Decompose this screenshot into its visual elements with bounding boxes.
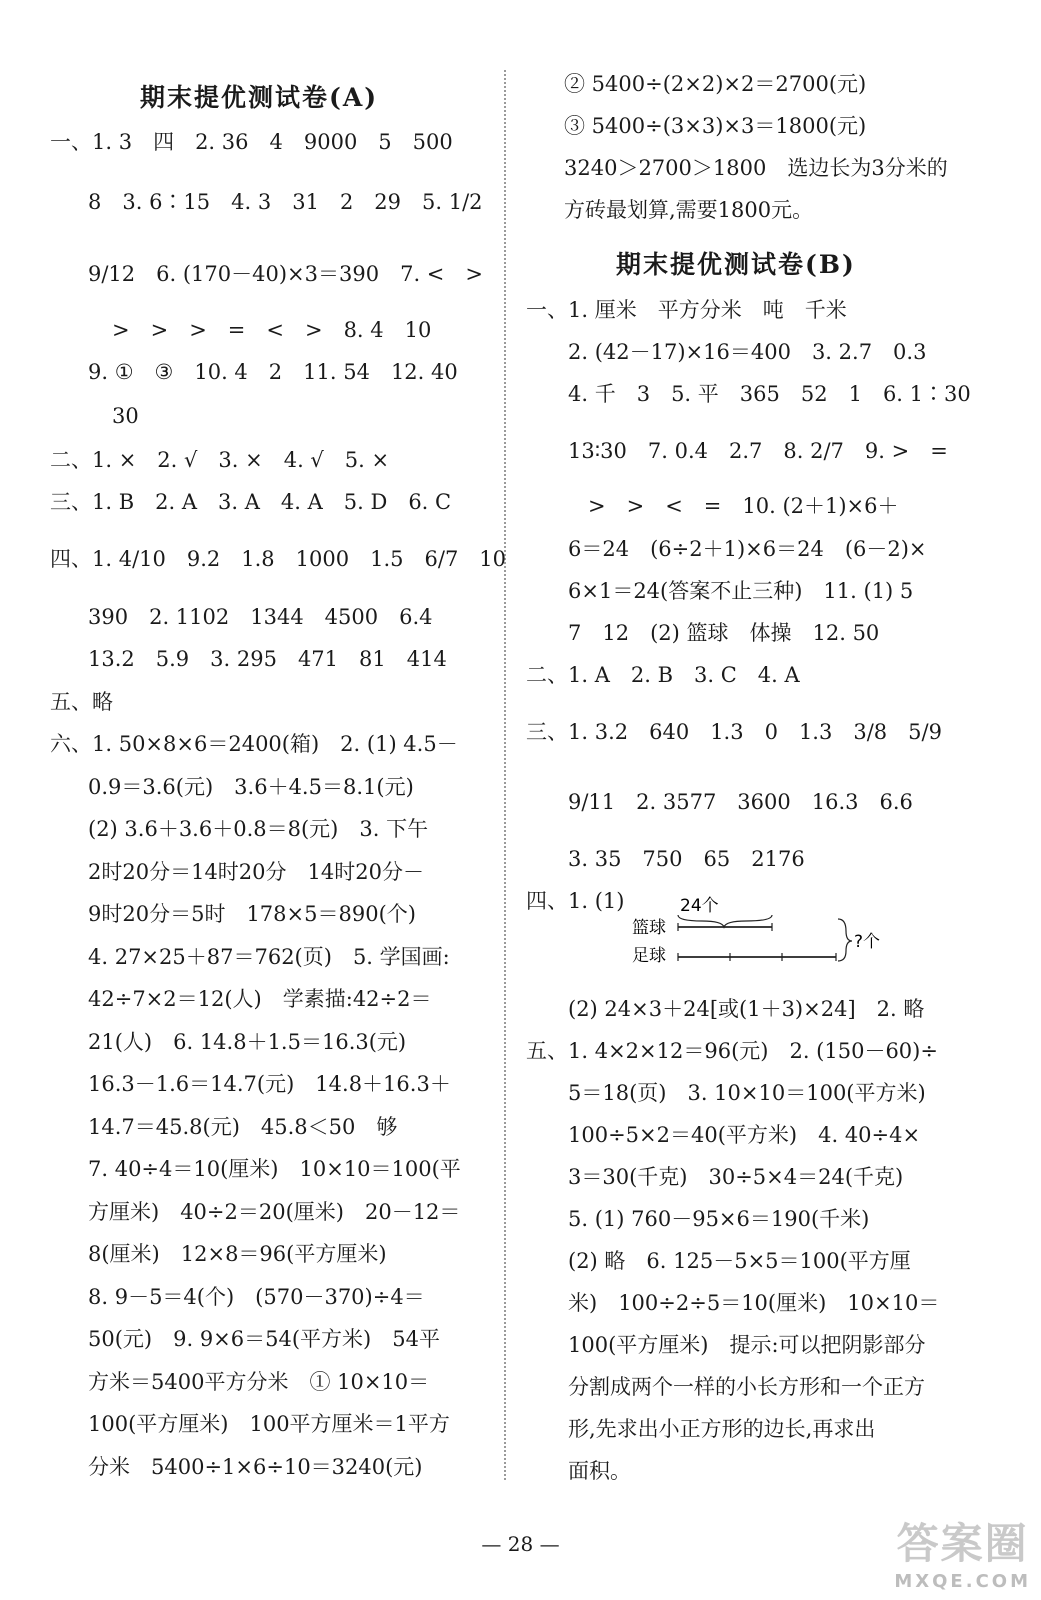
- brace-top: [678, 915, 772, 927]
- answer-line: 一、1. 厘米 平方分米 吨 千米: [526, 298, 847, 322]
- page-number: — 28 —: [481, 1532, 560, 1556]
- answer-line: 14.7＝45.8(元) 45.8＜50 够: [88, 1115, 398, 1139]
- answer-line: 4. 27×25＋87＝762(页) 5. 学国画:: [88, 945, 450, 969]
- answer-line: 13.2 5.9 3. 295 471 81 414: [88, 647, 447, 671]
- answer-line: (2) 24×3＋24[或(1＋3)×24] 2. 略: [568, 997, 925, 1021]
- answer-line: 三、1. 3.2 640 1.3 0 1.3 3/8 5/9: [526, 720, 942, 744]
- bar-model-diagram: [632, 895, 892, 970]
- answer-line: 100(平方厘米) 提示:可以把阴影部分: [568, 1333, 926, 1357]
- diagram-row-label: 篮球: [632, 918, 666, 938]
- answer-line: 5＝18(页) 3. 10×10＝100(平方米): [568, 1081, 926, 1105]
- answer-line: 100÷5×2＝40(平方米) 4. 40÷4×: [568, 1123, 921, 1147]
- answer-line: 2时20分＝14时20分 14时20分－: [88, 860, 424, 884]
- answer-line: 方厘米) 40÷2＝20(厘米) 20－12＝: [88, 1200, 461, 1224]
- test-a-title: 期末提优测试卷(A): [140, 83, 379, 112]
- answer-line: 390 2. 1102 1344 4500 6.4: [88, 605, 433, 629]
- answer-line: 四、1. 4/10 9.2 1.8 1000 1.5 6/7 10: [50, 547, 507, 571]
- answer-line: 50(元) 9. 9×6＝54(平方米) 54平: [88, 1327, 440, 1351]
- answer-line: 6＝24 (6÷2＋1)×6＝24 (6－2)×: [568, 537, 927, 561]
- answer-line: 5. (1) 760－95×6＝190(千米): [568, 1207, 870, 1231]
- watermark-logo: 答案圈 MXQE.COM: [894, 1519, 1031, 1592]
- diagram-top-label: 24个: [680, 896, 719, 916]
- answer-line: 30: [112, 404, 139, 428]
- answer-line: 五、略: [50, 690, 113, 714]
- answer-line: 分割成两个一样的小长方形和一个正方: [568, 1375, 925, 1399]
- answer-line: 8. 9－5＝4(个) (570－370)÷4＝: [88, 1285, 425, 1309]
- answer-line: 7. 40÷4＝10(厘米) 10×10＝100(平: [88, 1157, 461, 1181]
- answer-line: 面积。: [568, 1459, 631, 1483]
- answer-line: 8(厘米) 12×8＝96(平方厘米): [88, 1242, 387, 1266]
- column-divider: [504, 70, 506, 1480]
- answer-line: 二、1. × 2. √ 3. × 4. √ 5. ×: [50, 448, 390, 472]
- answer-line: 100(平方厘米) 100平方厘米＝1平方: [88, 1412, 450, 1436]
- answer-line: 16.3－1.6＝14.7(元) 14.8＋16.3＋: [88, 1072, 451, 1096]
- answer-line: > > < = 10. (2＋1)×6＋: [588, 494, 899, 518]
- answer-line: 9时20分＝5时 178×5＝890(个): [88, 902, 416, 926]
- answer-line: 13∶30 7. 0.4 2.7 8. 2/7 9. > =: [568, 439, 948, 463]
- answer-line: 四、1. (1): [526, 889, 625, 913]
- answer-line: 二、1. A 2. B 3. C 4. A: [526, 663, 800, 687]
- answer-line: 五、1. 4×2×12＝96(元) 2. (150－60)÷: [526, 1039, 938, 1063]
- answer-line: 6×1＝24(答案不止三种) 11. (1) 5: [568, 579, 914, 603]
- diagram-question-label: ?个: [854, 932, 881, 952]
- answer-line: 42÷7×2＝12(人) 学素描:42÷2＝: [88, 987, 432, 1011]
- answer-line: 21(人) 6. 14.8＋1.5＝16.3(元): [88, 1030, 407, 1054]
- answer-line: 形,先求出小正方形的边长,再求出: [568, 1417, 876, 1441]
- answer-line: 分米 5400÷1×6÷10＝3240(元): [88, 1455, 423, 1479]
- answer-line: 8 3. 6∶15 4. 3 31 2 29 5. 1/2: [88, 190, 483, 214]
- answer-line: 方米＝5400平方分米 ① 10×10＝: [88, 1370, 430, 1394]
- answer-line: (2) 略 6. 125－5×5＝100(平方厘: [568, 1249, 911, 1273]
- answer-line: 3＝30(千克) 30÷5×4＝24(千克): [568, 1165, 904, 1189]
- diagram-row-label: 足球: [632, 946, 666, 966]
- answer-line: ② 5400÷(2×2)×2＝2700(元): [564, 72, 867, 96]
- answer-line: 3240＞2700＞1800 选边长为3分米的: [564, 156, 948, 180]
- answer-line: 方砖最划算,需要1800元。: [564, 198, 814, 222]
- answer-line: 3. 35 750 65 2176: [568, 847, 805, 871]
- answer-line: 9/12 6. (170－40)×3＝390 7. < >: [88, 262, 484, 286]
- answer-line: 0.9＝3.6(元) 3.6＋4.5＝8.1(元): [88, 775, 414, 799]
- answer-line: ③ 5400÷(3×3)×3＝1800(元): [564, 114, 867, 138]
- answer-line: 9/11 2. 3577 3600 16.3 6.6: [568, 790, 913, 814]
- answer-line: 2. (42－17)×16＝400 3. 2.7 0.3: [568, 340, 927, 364]
- answer-line: (2) 3.6＋3.6＋0.8＝8(元) 3. 下午: [88, 817, 429, 841]
- answer-line: 4. 千 3 5. 平 365 52 1 6. 1∶30: [568, 382, 971, 406]
- answer-line: 9. ① ③ 10. 4 2 11. 54 12. 40: [88, 360, 458, 384]
- brace-right: [838, 919, 852, 961]
- answer-line: 7 12 (2) 篮球 体操 12. 50: [568, 621, 880, 645]
- answer-line: 三、1. B 2. A 3. A 4. A 5. D 6. C: [50, 490, 452, 514]
- answer-line: 六、1. 50×8×6＝2400(箱) 2. (1) 4.5－: [50, 732, 458, 756]
- answer-line: 米) 100÷2÷5＝10(厘米) 10×10＝: [568, 1291, 940, 1315]
- answer-line: > > > = < > 8. 4 10: [112, 318, 432, 342]
- answer-line: 一、1. 3 四 2. 36 4 9000 5 500: [50, 130, 453, 154]
- test-b-title: 期末提优测试卷(B): [616, 250, 856, 279]
